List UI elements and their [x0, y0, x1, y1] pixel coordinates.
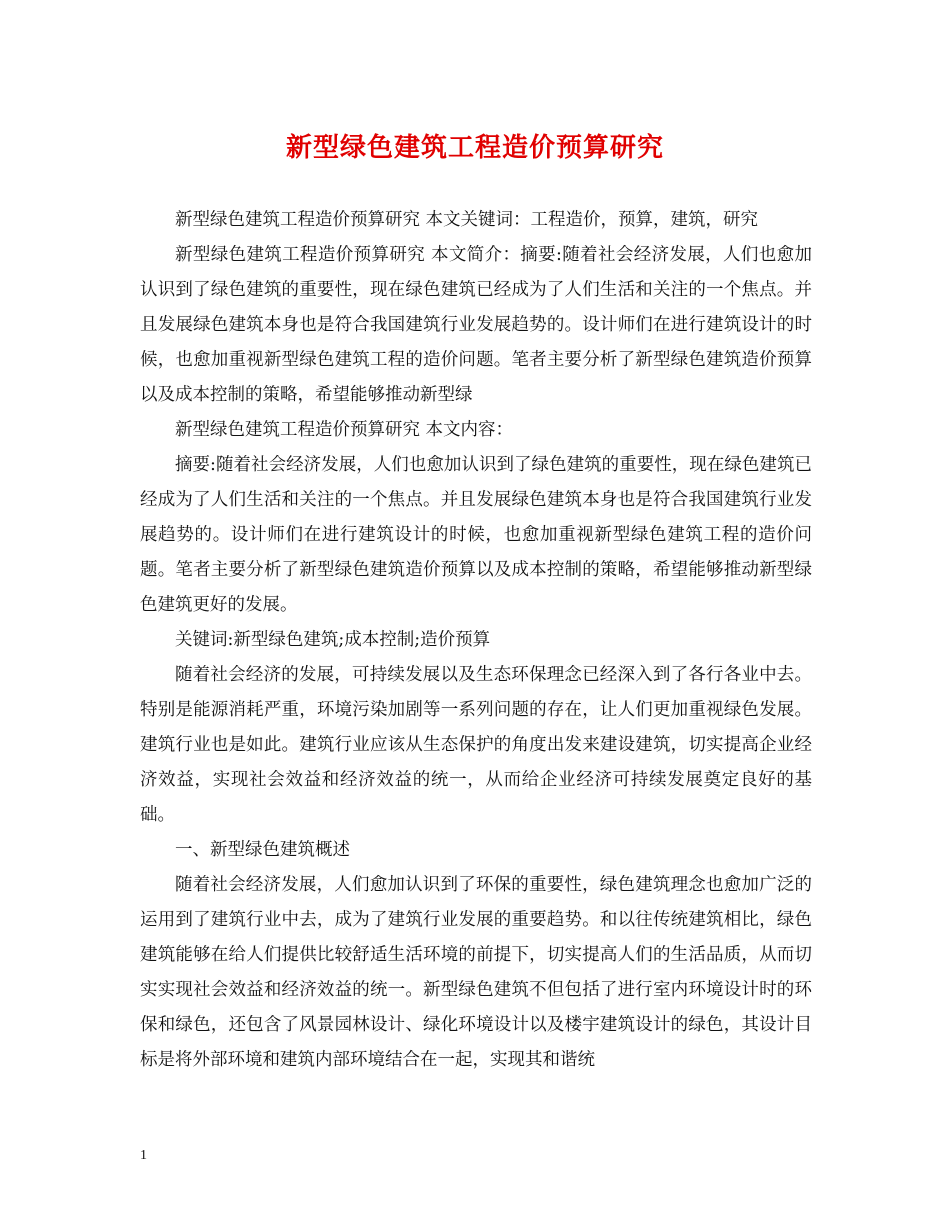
section-heading-overview: 一、新型绿色建筑概述 — [175, 840, 350, 860]
page-number: 1 — [140, 1148, 147, 1163]
paragraph-abstract: 摘要:随着社会经济发展，人们也愈加认识到了绿色建筑的重要性，现在绿色建筑已经成为了人们生活和关注的一个焦点。并且发展绿色建筑本身也是符合我国建筑行业发展趋势的。设计师们在进行建筑设计的时候，也愈加重视新型绿色建筑工程的造价问题。笔者主要分析了新型绿色建筑造价预算以及成本控制的策略，希望能够推动新型绿色建筑更好的发展。 — [140, 455, 812, 615]
paragraph-overview: 随着社会经济发展，人们愈加认识到了环保的重要性，绿色建筑理念也愈加广泛的运用到了建筑行业中去，成为了建筑行业发展的重要趋势。和以往传统建筑相比，绿色建筑能够在给人们提供比较舒适生活环境的前提下，切实提高人们的生活品质，从而切实实现社会效益和经济效益的统一。新型绿色建筑不但包括了进行室内环境设计时的环保和绿色，还包含了风景园林设计、绿化环境设计以及楼宇建筑设计的绿色，其设计目标是将外部环境和建筑内部环境结合在一起，实现其和谐统 — [140, 875, 812, 1070]
document-body — [140, 203, 812, 1078]
paragraph-content-intro: 新型绿色建筑工程造价预算研究 本文内容： — [175, 420, 514, 440]
page-title: 新型绿色建筑工程造价预算研究 — [285, 133, 664, 163]
paragraph-keywords: 关键词:新型绿色建筑;成本控制;造价预算 — [175, 630, 491, 650]
paragraph-summary-intro: 新型绿色建筑工程造价预算研究 本文简介：摘要:随着社会经济发展，人们也愈加认识到了绿色建筑的重要性，现在绿色建筑已经成为了人们生活和关注的一个焦点。并且发展绿色建筑本身也是符合我国建筑行业发展趋势的。设计师们在进行建筑设计的时候，也愈加重视新型绿色建筑工程的造价问题。笔者主要分析了新型绿色建筑造价预算以及成本控制的策略，希望能够推动新型绿 — [140, 245, 812, 405]
paragraph-keywords-intro: 新型绿色建筑工程造价预算研究 本文关键词：工程造价，预算，建筑，研究 — [175, 210, 759, 230]
paragraph-introduction: 随着社会经济的发展，可持续发展以及生态环保理念已经深入到了各行各业中去。特别是能源消耗严重，环境污染加剧等一系列问题的存在，让人们更加重视绿色发展。建筑行业也是如此。建筑行业应该从生态保护的角度出发来建设建筑，切实提高企业经济效益，实现社会效益和经济效益的统一，从而给企业经济可持续发展奠定良好的基础。 — [140, 665, 812, 825]
